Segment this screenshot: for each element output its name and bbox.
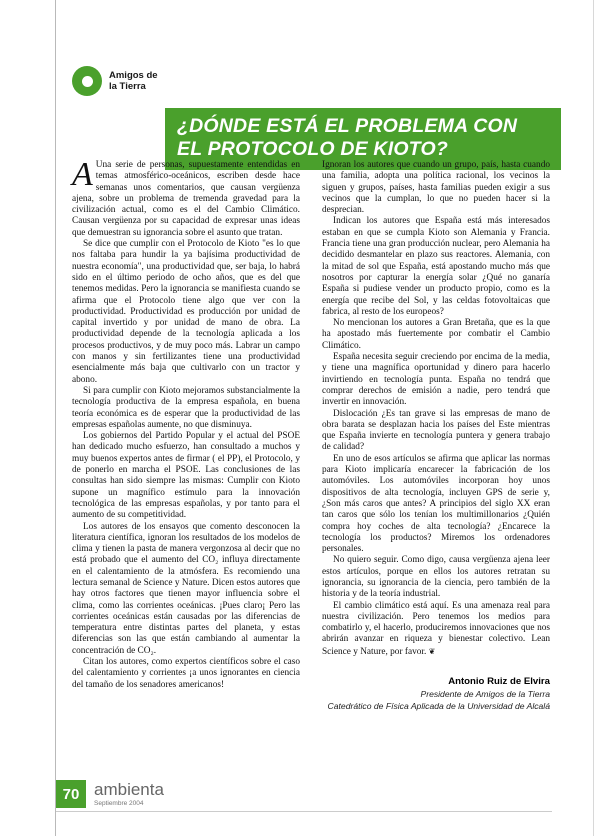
logo-line-2: la Tierra xyxy=(109,81,146,92)
paragraph: No mencionan los autores a Gran Bretaña, que es la que ha apostado más fuertemente por combatir el Cambio Climático. xyxy=(322,318,550,351)
footer-masthead xyxy=(94,781,164,808)
paragraph-final xyxy=(322,601,550,658)
headline-line-2: EL PROTOCOLO DE KIOTO? xyxy=(177,138,448,160)
paragraph: Dislocación ¿Es tan grave si las empresas de mano de obra barata se desplazan hacia los países del Este mientras que España invierte en tecnología puntera y genera trabajo de calidad? xyxy=(322,408,550,453)
author-name: Antonio Ruiz de Elvira xyxy=(448,676,550,688)
paragraph xyxy=(72,156,300,239)
author-role-secondary: Catedrático de Física Aplicada de la Universidad de Alcalá xyxy=(327,701,550,712)
circle-logo-icon xyxy=(72,66,102,96)
headline-line-1: ¿DÓNDE ESTÁ EL PROBLEMA CON xyxy=(177,115,518,137)
issue-date: Septiembre 2004 xyxy=(94,800,144,807)
paragraph: Ignoran los autores que cuando un grupo, país, hasta cuando una familia, adopta una política racional, los vecinos la siguen y grupos, países, hasta familias pueden exigir a sus vecinos que la cumplan, lo que no pueden hacer si la desprecian. xyxy=(322,160,550,216)
logo-line-1: Amigos de xyxy=(109,70,158,81)
author-signature xyxy=(322,676,550,712)
drop-cap: A xyxy=(72,156,93,193)
paragraph: Los autores de los ensayos que comento desconocen la literatura científica, ignoran los resultados de los modelos de clima y tienen la pasta de manera vergonzosa al decir que no está probado que el aumento del CO₂ influya directamente en el calentamiento de la atmósfera. Es recomiendo una lectura semanal de Science y Nature. Dicen estos autores que hay otros factores que tienen mayor influencia sobre el clima, como las corrientes oceánicas. ¡Pues claro¡ Pero las corrientes oceánicas están causadas por las diferencias de temperatura entre distintas partes del planeta, y estas diferencias son las que están cambiando al aumentar la concentración de CO₂. xyxy=(72,521,300,656)
magazine-name: ambienta xyxy=(94,780,164,799)
end-mark-icon: ❦ xyxy=(428,646,436,656)
page-number: 70 xyxy=(56,780,86,808)
paragraph: Los gobiernos del Partido Popular y el actual del PSOE han dedicado mucho esfuerzo, han consultado a muchos y muy buenos expertos antes de firmar ( el PP), el Protocolo, y de ponerlo en marcha el PSOE. Las conclusiones de las consultas han sido siempre las mismas: Cumplir con Kioto supone un magnífico estímulo para la innovación tecnológica de las empresas españolas, y por tanto para el aumento de su competitividad. xyxy=(72,431,300,521)
paragraph: Se dice que cumplir con el Protocolo de Kioto "es lo que nos faltaba para hundir la ya bajísima productividad de nuestra economía", una productividad que, ser baja, lo habrá sido en el último periodo de ocho años, que es del que tenemos medidas. Pero la ignorancia se manifiesta cuando se afirma que el Protocolo tiene algo que ver con la productividad. Productividad es producción por unidad de capital invertido y por unidad de mano de obra. La productividad depende de la tecnología aplicada a los procesos productivos, y de muy poco más. Labrar un campo con manos y sin fertilizantes tiene una productividad esencialmente más baja que cultivarlo con un tractor y abono. xyxy=(72,239,300,385)
paragraph: España necesita seguir creciendo por encima de la media, y tiene una magnífica oportunidad y dinero para hacerlo invirtiendo en tecnología punta. España no tendrá que comprar derechos de emisión a nadie, pero tendrá que invertir en innovación. xyxy=(322,352,550,408)
logo-text xyxy=(109,70,158,92)
left-margin-rule xyxy=(55,0,56,836)
footer-divider xyxy=(56,811,552,812)
paragraph: Citan los autores, como expertos científicos sobre el caso del calentamiento y corrientes ¡a unos ignorantes en ciencia del tamaño de los senadores americanos! xyxy=(72,657,300,690)
right-margin-rule xyxy=(593,0,594,836)
paragraph-text: El cambio climático está aquí. Es una amenaza real para nuestra civilización. Pero tenemos los medios para combatirlo y, el hacerlo, produciremos innovaciones que nos abrirán avanzar en riqueza y bienestar colectivo. Lean Science y Nature, por favor. xyxy=(322,600,550,657)
paragraph: En uno de esos artículos se afirma que aplicar las normas para Kioto implicaría encarecer la fabricación de los automóviles. Los automóviles incorporan hoy unos dispositivos de alta tecnología, incluyen GPS de serie y, ¿Son más caros que antes? A principios del siglo XX eran tan caros que sólo los tenían los multimillonarios ¿Quién compra hoy coches de alta tecnología? ¿Encarece la tecnología los productos? Miremos los ordenadores personales. xyxy=(322,453,550,555)
author-role: Presidente de Amigos de la Tierra xyxy=(420,689,550,700)
column-left xyxy=(72,156,300,712)
organization-logo xyxy=(72,66,158,96)
page-footer xyxy=(56,780,164,808)
paragraph: Si para cumplir con Kioto mejoramos substancialmente la tecnología productiva de la empresa española, en buena teoría económica es de esperar que la productividad de las empresas españolas aumente, no que disminuya. xyxy=(72,385,300,430)
article-body xyxy=(72,156,550,712)
paragraph: No quiero seguir. Como digo, causa vergüenza ajena leer estos artículos, porque en ellos los autores retratan su ignorancia, su ignorancia de la ciencia, pero también de la historia y de la teoría industrial. xyxy=(322,555,550,600)
paragraph: Indican los autores que España está más interesados estaban en que se cumpla Kioto son Alemania y Francia. Francia tiene una gran producción nuclear, pero Alemania ha decidido desmantelar en plazo sus reactores. Alemania, con la mitad de sol que España, está apostando mucho más que nosotros por capturar la energía solar ¿Qué no ganaría España si pudiese vender un producto propio, como es la energía que recibe del Sol, y las celdas fotovoltaicas que fabrica, al resto de los europeos? xyxy=(322,216,550,317)
column-right xyxy=(322,160,550,712)
paragraph-text: Una serie de personas, supuestamente entendidas en temas atmosférico-oceánicos, escriben desde hace semanas unos comentarios, que causan vergüenza ajena, sobre un problema de tremenda gravedad para la civilización actual, como es el del Cambio Climático. Causan vergüenza por su capacidad de expresar unas ideas que demuestran su ignorancia sobre el asunto que tratan. xyxy=(72,160,300,238)
